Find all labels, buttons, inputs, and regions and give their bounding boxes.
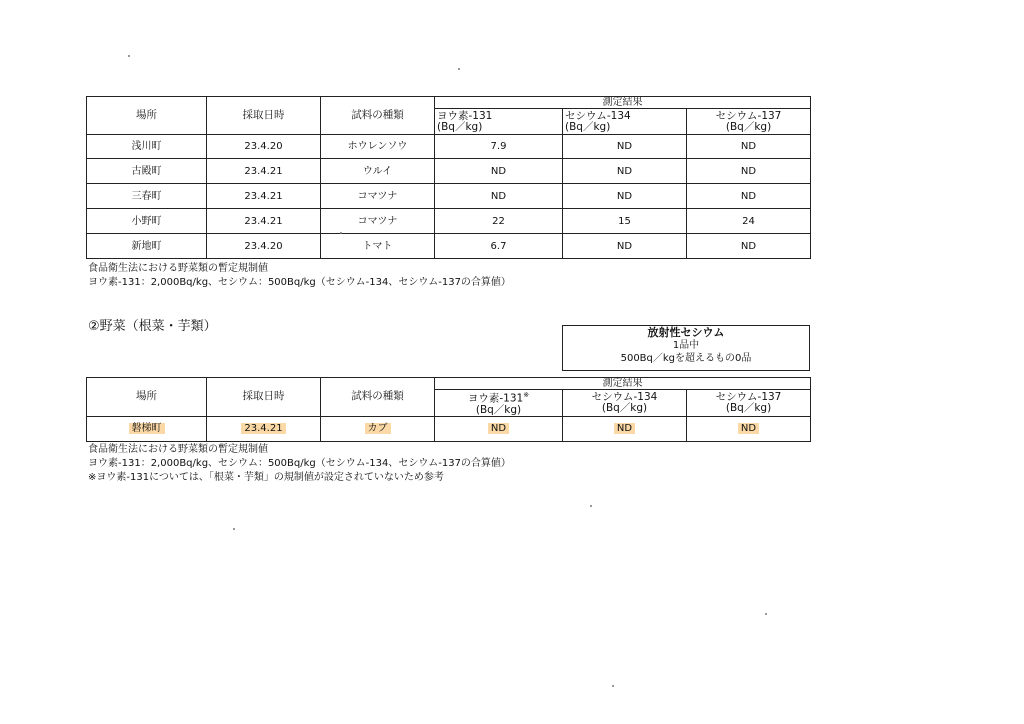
cell-date: 23.4.20 — [207, 234, 321, 259]
cell-date: 23.4.21 — [207, 184, 321, 209]
summary-count: 1品中 — [672, 340, 700, 351]
header-date: 採取日時 — [207, 97, 321, 135]
cell-cs134: 15 — [563, 209, 687, 234]
cell-sample: ホウレンソウ — [321, 135, 435, 159]
scan-speck — [128, 55, 130, 57]
results-table-root — [86, 377, 811, 442]
results-table-leafy — [86, 96, 811, 259]
header-i131: ヨウ素-131 (Bq／kg) — [435, 109, 563, 135]
cell-location: 小野町 — [87, 209, 207, 234]
cell-location: 三春町 — [87, 184, 207, 209]
cell-sample: ウルイ — [321, 159, 435, 184]
section-title: ②野菜（根菜・芋類） — [88, 319, 217, 334]
unit-label: (Bq／kg) — [475, 403, 522, 416]
footnote-mark: ※ — [523, 391, 530, 399]
cell-cs137: 24 — [687, 209, 811, 234]
scan-speck — [765, 613, 767, 615]
unit-label: (Bq／kg) — [437, 120, 483, 133]
table-row — [87, 234, 811, 259]
unit-label: (Bq／kg) — [725, 401, 772, 414]
cell-cs134: ND — [563, 184, 687, 209]
cell-sample: カブ — [321, 416, 435, 441]
table-row — [87, 184, 811, 209]
cell-cs134: ND — [563, 159, 687, 184]
cell-cs137: ND — [687, 159, 811, 184]
footnote-text: ※ヨウ素-131については、「根菜・芋類」の規制値が設定されていないため参考 — [88, 472, 444, 483]
summary-box — [562, 325, 810, 371]
header-results: 測定結果 — [435, 97, 811, 109]
scan-speck — [590, 505, 592, 507]
regulation-limits: ヨウ素-131：2,000Bq/kg、セシウム：500Bq/kg（セシウム-134、セシウム-137の合算値） — [88, 458, 511, 469]
header-sample: 試料の種類 — [321, 97, 435, 135]
cell-cs134: ND — [563, 234, 687, 259]
cell-i131: ND — [435, 184, 563, 209]
cell-cs137: ND — [687, 416, 811, 441]
cell-date: 23.4.21 — [207, 159, 321, 184]
cell-date: 23.4.21 — [207, 209, 321, 234]
cell-location: 磐梯町 — [87, 416, 207, 441]
cell-i131: 7.9 — [435, 135, 563, 159]
cell-sample: コマツナ — [321, 209, 435, 234]
unit-label: (Bq／kg) — [565, 120, 611, 133]
regulation-note: 食品衛生法における野菜類の暫定規制値 — [88, 263, 268, 274]
header-results: 測定結果 — [435, 378, 811, 390]
scan-speck — [612, 685, 614, 687]
table-row — [87, 209, 811, 234]
cell-location: 浅川町 — [87, 135, 207, 159]
scan-speck — [233, 528, 235, 530]
cell-location: 古殿町 — [87, 159, 207, 184]
regulation-note: 食品衛生法における野菜類の暫定規制値 — [88, 444, 268, 455]
cell-cs137: ND — [687, 234, 811, 259]
summary-title: 放射性セシウム — [647, 326, 725, 339]
cell-cs134: ND — [563, 416, 687, 441]
header-cs137: セシウム-137 (Bq／kg) — [687, 390, 811, 417]
header-sample: 試料の種類 — [321, 378, 435, 417]
header-cs134: セシウム-134 (Bq／kg) — [563, 390, 687, 417]
header-date: 採取日時 — [207, 378, 321, 417]
cell-i131: 22 — [435, 209, 563, 234]
table-row — [87, 135, 811, 159]
cell-i131: ND — [435, 159, 563, 184]
table-row — [87, 416, 811, 441]
header-i131: ヨウ素-131※ (Bq／kg) — [435, 390, 563, 417]
header-cs134: セシウム-134 (Bq／kg) — [563, 109, 687, 135]
cell-i131: 6.7 — [435, 234, 563, 259]
header-location: 場所 — [87, 378, 207, 417]
cell-cs137: ND — [687, 184, 811, 209]
cell-i131: ND — [435, 416, 563, 441]
header-location: 場所 — [87, 97, 207, 135]
cell-sample: トマト — [321, 234, 435, 259]
cell-cs137: ND — [687, 135, 811, 159]
scan-speck — [340, 232, 342, 234]
cell-date: 23.4.20 — [207, 135, 321, 159]
cell-date: 23.4.21 — [207, 416, 321, 441]
cell-location: 新地町 — [87, 234, 207, 259]
unit-label: (Bq／kg) — [725, 120, 772, 133]
unit-label: (Bq／kg) — [601, 401, 648, 414]
table-row — [87, 159, 811, 184]
cell-cs134: ND — [563, 135, 687, 159]
header-cs137: セシウム-137 (Bq／kg) — [687, 109, 811, 135]
regulation-limits: ヨウ素-131：2,000Bq/kg、セシウム：500Bq/kg（セシウム-134、セシウム-137の合算値） — [88, 277, 511, 288]
scan-speck — [458, 68, 460, 70]
summary-exceed: 500Bq／kgを超えるもの0品 — [620, 353, 752, 364]
cell-sample: コマツナ — [321, 184, 435, 209]
